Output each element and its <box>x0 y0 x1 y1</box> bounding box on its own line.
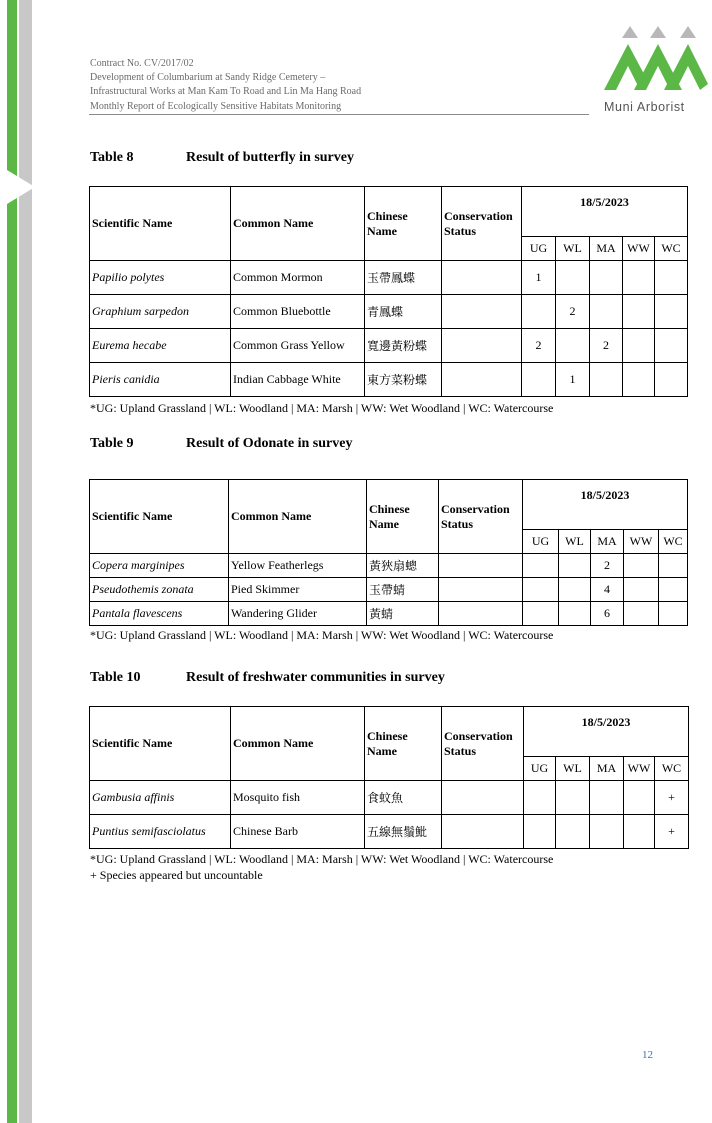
table9-habitat-ma: MA <box>591 530 624 554</box>
count-wc: + <box>655 781 689 815</box>
table10-footnote-habitats: *UG: Upland Grassland | WL: Woodland | MA: Marsh | WW: Wet Woodland | WC: Watercourse <box>90 852 554 866</box>
table8-header-common: Common Name <box>231 187 365 261</box>
count-wc <box>655 295 688 329</box>
table9-footnote: *UG: Upland Grassland | WL: Woodland | MA: Marsh | WW: Wet Woodland | WC: Watercourse <box>90 628 554 642</box>
count-wl <box>556 781 590 815</box>
table9-header-conservation: Conservation Status <box>439 480 523 554</box>
table8-caption: Result of butterfly in survey <box>186 150 354 165</box>
table-row <box>90 295 688 329</box>
table8-header-chinese: Chinese Name <box>365 187 442 261</box>
count-wc <box>655 261 688 295</box>
table10-habitat-ug: UG <box>524 757 556 781</box>
conservation-status <box>442 781 524 815</box>
table-row <box>90 261 688 295</box>
table-row <box>90 602 688 626</box>
table9-habitat-ug: UG <box>523 530 559 554</box>
table8-habitat-wl: WL <box>556 237 590 261</box>
table8-number: Table 8 <box>90 150 134 165</box>
chinese-name: 黃蜻 <box>367 602 439 626</box>
left-accent-bar-grey <box>19 0 32 1123</box>
left-accent-bar-green <box>7 0 17 1123</box>
count-ma: 6 <box>591 602 624 626</box>
count-wc <box>659 554 688 578</box>
count-wl <box>559 578 591 602</box>
header-line-contract: Contract No. CV/2017/02 <box>90 58 194 69</box>
scientific-name: Graphium sarpedon <box>90 295 231 329</box>
count-wl <box>556 261 590 295</box>
count-ma: 4 <box>591 578 624 602</box>
count-ww <box>624 554 659 578</box>
table10-title <box>90 670 445 686</box>
header-line-report: Monthly Report of Ecologically Sensitive Habitats Monitoring <box>90 100 342 112</box>
table10-footnotes <box>90 852 553 883</box>
table10-footnote-uncountable: + Species appeared but uncountable <box>90 867 263 882</box>
count-ug <box>524 815 556 849</box>
count-ww <box>623 363 655 397</box>
common-name: Yellow Featherlegs <box>229 554 367 578</box>
count-ma <box>590 815 624 849</box>
table10-header-date: 18/5/2023 <box>524 707 689 757</box>
table-row <box>90 578 688 602</box>
count-ww <box>623 295 655 329</box>
chinese-name: 東方菜粉蝶 <box>365 363 442 397</box>
count-ug <box>524 781 556 815</box>
page-number: 12 <box>642 1049 653 1061</box>
scientific-name: Gambusia affinis <box>90 781 231 815</box>
table9-header-date: 18/5/2023 <box>523 480 688 530</box>
header-rule <box>89 114 589 115</box>
scientific-name: Eurema hecabe <box>90 329 231 363</box>
table10-header-conservation: Conservation Status <box>442 707 524 781</box>
count-ma: 2 <box>591 554 624 578</box>
conservation-status <box>439 578 523 602</box>
table10-caption: Result of freshwater communities in survey <box>186 670 445 685</box>
table10-habitat-wl: WL <box>556 757 590 781</box>
count-ma <box>590 363 623 397</box>
table10-header-common: Common Name <box>231 707 365 781</box>
count-ma: 2 <box>590 329 623 363</box>
table10-number: Table 10 <box>90 670 141 685</box>
chinese-name: 食蚊魚 <box>365 781 442 815</box>
table9-habitat-wl: WL <box>559 530 591 554</box>
scientific-name: Pantala flavescens <box>90 602 229 626</box>
count-ug <box>522 295 556 329</box>
header-line-development: Development of Columbarium at Sandy Ridge Cemetery – <box>90 72 326 84</box>
conservation-status <box>439 554 523 578</box>
common-name: Mosquito fish <box>231 781 365 815</box>
table8-habitat-ww: WW <box>623 237 655 261</box>
table9-habitat-ww: WW <box>624 530 659 554</box>
count-ma <box>590 261 623 295</box>
chinese-name: 黃狹扇蟌 <box>367 554 439 578</box>
chinese-name: 寬邊黃粉蝶 <box>365 329 442 363</box>
table8-habitat-ma: MA <box>590 237 623 261</box>
count-wc <box>655 363 688 397</box>
header-line-works: Infrastructural Works at Man Kam To Road and Lin Ma Hang Road <box>90 86 362 98</box>
count-wl <box>559 602 591 626</box>
conservation-status <box>442 295 522 329</box>
table10-habitat-ma: MA <box>590 757 624 781</box>
count-ww <box>623 261 655 295</box>
conservation-status <box>442 815 524 849</box>
table8-butterfly <box>89 186 688 397</box>
chinese-name: 玉帶鳳蝶 <box>365 261 442 295</box>
chinese-name: 五線無鬚魮 <box>365 815 442 849</box>
count-ma <box>590 781 624 815</box>
table8-habitat-wc: WC <box>655 237 688 261</box>
count-wl <box>559 554 591 578</box>
table-row <box>90 781 689 815</box>
table10-freshwater <box>89 706 689 849</box>
count-ug <box>523 554 559 578</box>
common-name: Common Bluebottle <box>231 295 365 329</box>
table9-number: Table 9 <box>90 436 134 451</box>
scientific-name: Pseudothemis zonata <box>90 578 229 602</box>
count-ww <box>624 815 655 849</box>
table9-odonate <box>89 479 688 626</box>
logo-wordmark: Muni Arborist <box>604 100 685 114</box>
count-wc <box>659 578 688 602</box>
table8-title <box>90 150 354 166</box>
chinese-name: 玉帶蜻 <box>367 578 439 602</box>
scientific-name: Pieris canidia <box>90 363 231 397</box>
document-header <box>90 57 590 114</box>
table9-header-chinese: Chinese Name <box>367 480 439 554</box>
table9-habitat-wc: WC <box>659 530 688 554</box>
table-row <box>90 363 688 397</box>
table8-footnote: *UG: Upland Grassland | WL: Woodland | MA: Marsh | WW: Wet Woodland | WC: Watercourse <box>90 401 554 415</box>
count-ma <box>590 295 623 329</box>
scientific-name: Puntius semifasciolatus <box>90 815 231 849</box>
table9-header-scientific: Scientific Name <box>90 480 229 554</box>
conservation-status <box>439 602 523 626</box>
table8-header-conservation: Conservation Status <box>442 187 522 261</box>
count-wl <box>556 815 590 849</box>
conservation-status <box>442 363 522 397</box>
count-ug <box>523 578 559 602</box>
scientific-name: Copera marginipes <box>90 554 229 578</box>
table10-habitat-ww: WW <box>624 757 655 781</box>
count-wl <box>556 329 590 363</box>
table-row <box>90 815 689 849</box>
table8-header-scientific: Scientific Name <box>90 187 231 261</box>
common-name: Common Grass Yellow <box>231 329 365 363</box>
count-wc: + <box>655 815 689 849</box>
count-ug: 1 <box>522 261 556 295</box>
common-name: Chinese Barb <box>231 815 365 849</box>
count-ug: 2 <box>522 329 556 363</box>
common-name: Indian Cabbage White <box>231 363 365 397</box>
chinese-name: 青鳳蝶 <box>365 295 442 329</box>
count-ww <box>624 781 655 815</box>
table8-header-date: 18/5/2023 <box>522 187 688 237</box>
count-wc <box>655 329 688 363</box>
table10-header-chinese: Chinese Name <box>365 707 442 781</box>
conservation-status <box>442 329 522 363</box>
scientific-name: Papilio polytes <box>90 261 231 295</box>
table-row <box>90 554 688 578</box>
table9-caption: Result of Odonate in survey <box>186 436 353 451</box>
count-ww <box>623 329 655 363</box>
count-wl: 2 <box>556 295 590 329</box>
table-row <box>90 329 688 363</box>
conservation-status <box>442 261 522 295</box>
count-ww <box>624 602 659 626</box>
table9-header-common: Common Name <box>229 480 367 554</box>
count-wc <box>659 602 688 626</box>
count-wl: 1 <box>556 363 590 397</box>
common-name: Pied Skimmer <box>229 578 367 602</box>
common-name: Wandering Glider <box>229 602 367 626</box>
common-name: Common Mormon <box>231 261 365 295</box>
count-ug <box>523 602 559 626</box>
table9-title <box>90 436 352 452</box>
count-ug <box>522 363 556 397</box>
table8-habitat-ug: UG <box>522 237 556 261</box>
table10-habitat-wc: WC <box>655 757 689 781</box>
table10-header-scientific: Scientific Name <box>90 707 231 781</box>
count-ww <box>624 578 659 602</box>
left-tab-notch <box>7 170 35 204</box>
